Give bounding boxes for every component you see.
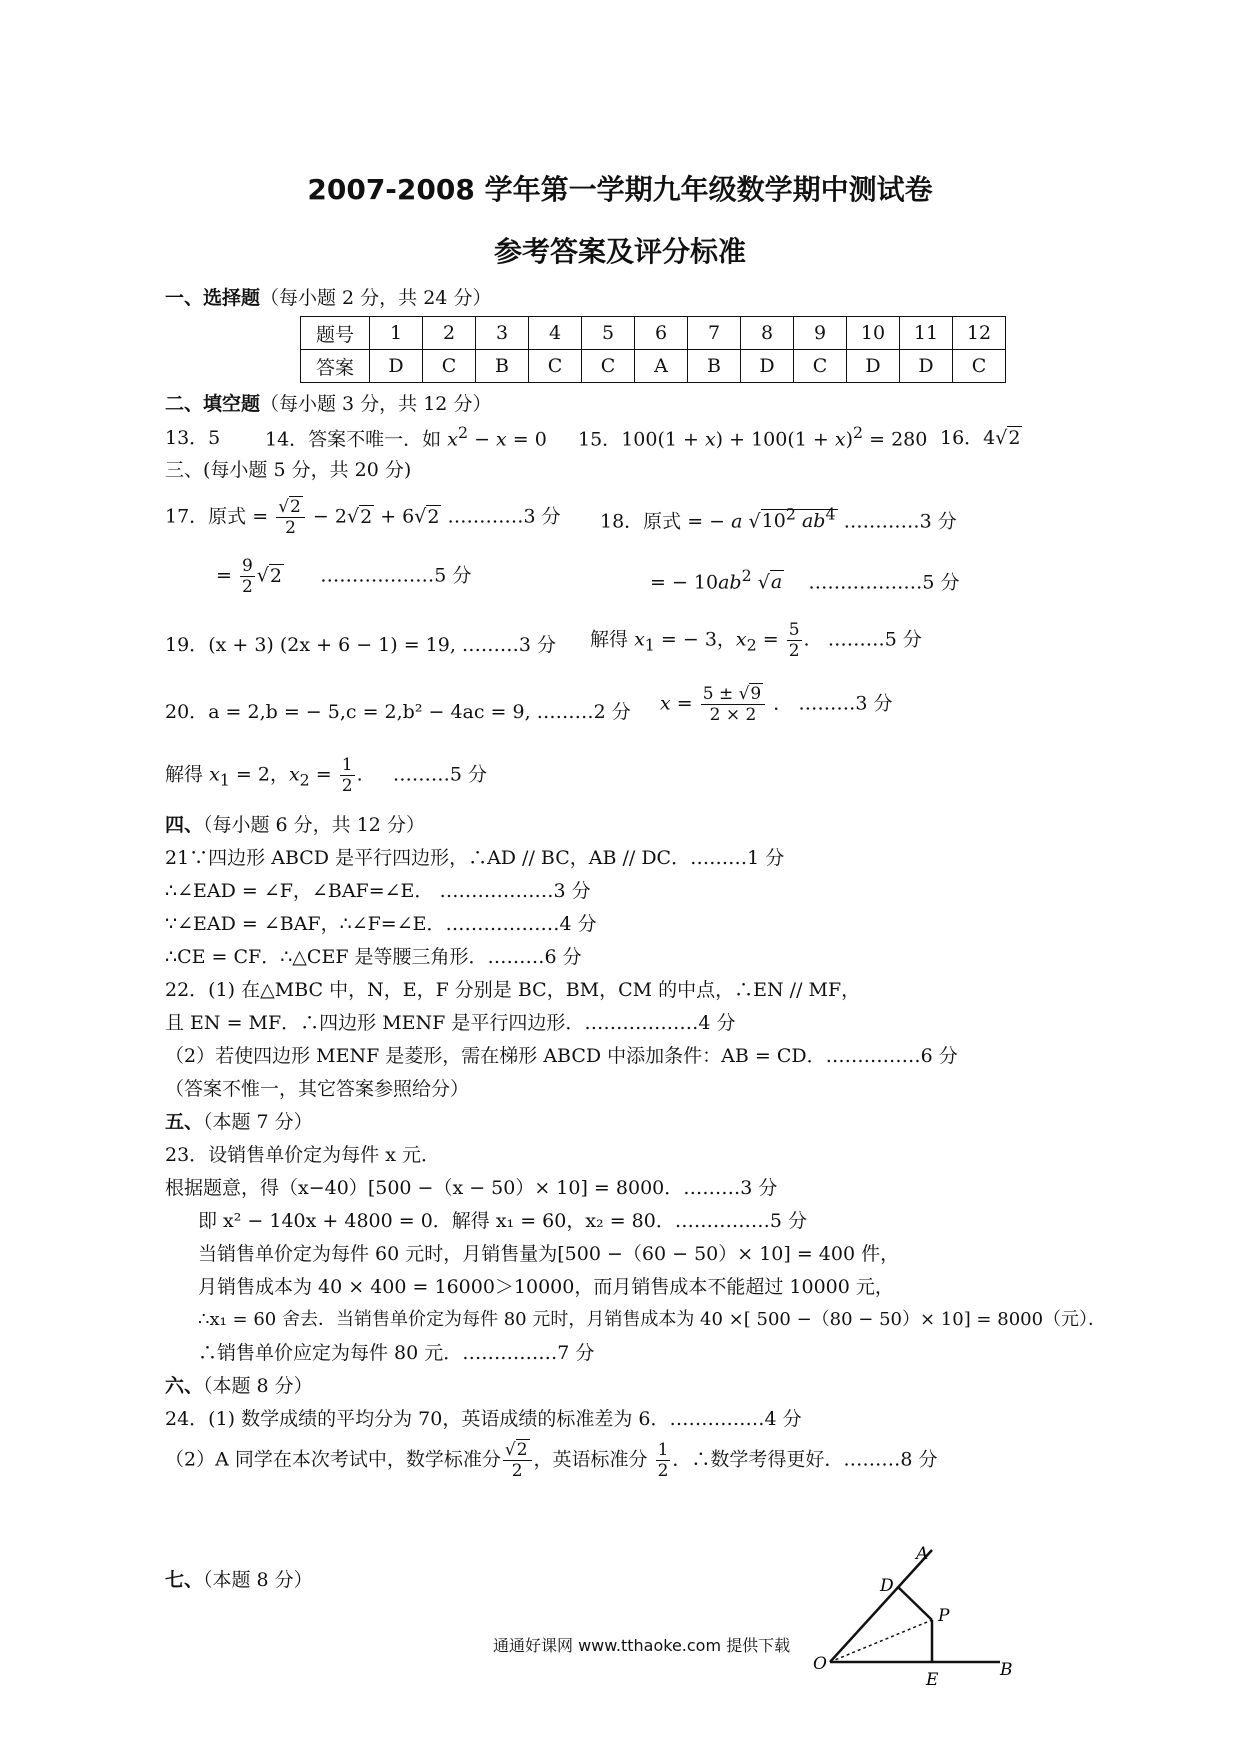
s6-line2-part3: ．∴数学考得更好．………8 分 <box>672 1448 938 1471</box>
section1-heading: 一、选择题 <box>165 287 261 309</box>
answer-table-ans: B <box>688 350 741 383</box>
answer-table-num: 12 <box>953 317 1006 350</box>
s6-line2-part1: （2）A 同学在本次考试中，数学标准分 <box>165 1448 501 1471</box>
fraction: $\frac{5}{2}$ <box>788 620 800 661</box>
answer-table-num: 3 <box>476 317 529 350</box>
answer-table-row-numbers <box>301 317 1006 350</box>
q19-score2: ………5 分 <box>827 628 922 651</box>
answer-table-num: 9 <box>794 317 847 350</box>
fraction: $\frac{√2}{2}$ <box>503 1440 532 1481</box>
q19-score1: ………3 分 <box>461 634 557 656</box>
segment-dp <box>898 1587 932 1620</box>
answer-table-num: 11 <box>900 317 953 350</box>
q14-label: 14．答案不唯一．如 <box>265 428 442 451</box>
s5-line: ∴销售单价应定为每件 80 元．……………7 分 <box>198 1342 595 1364</box>
section6-note: （本题 8 分） <box>203 1375 313 1397</box>
label-d: D <box>880 1576 894 1596</box>
answer-table-ans: D <box>370 350 423 383</box>
answer-table-ans: A <box>635 350 688 383</box>
section7-heading-line <box>165 1565 313 1592</box>
section5-note: （本题 7 分） <box>203 1111 313 1133</box>
answer-table-ans: C <box>794 350 847 383</box>
s4-line: 21∵四边形 ABCD 是平行四边形，∴AD // BC，AB // DC．………1 分 <box>165 847 785 869</box>
s5-line: 当销售单价定为每件 60 元时，月销售量为[500 −（60 − 50）× 10] = 400 件， <box>198 1243 900 1265</box>
s5-line: 即 x² − 140x + 4800 = 0．解得 x₁ = 60，x₂ = 80．……………5 分 <box>198 1210 807 1232</box>
q13: 13．5 <box>165 427 221 449</box>
label-o: O <box>813 1654 827 1674</box>
answer-table-ans: C <box>582 350 635 383</box>
q20-score2: ………3 分 <box>798 692 893 715</box>
geometry-figure <box>810 1545 1030 1695</box>
label-e: E <box>926 1670 939 1690</box>
answer-table-num: 10 <box>847 317 900 350</box>
q14: 14．答案不唯一．如 $x^2 - x = 0$ <box>265 423 547 451</box>
section1-heading-line <box>165 283 491 310</box>
label-p: P <box>938 1606 950 1626</box>
answer-table-ans: C <box>423 350 476 383</box>
s6-line1: 24．(1) 数学成绩的平均分为 70，英语成绩的标准差为 6．……………4 分 <box>165 1408 802 1430</box>
section2-heading: 二、填空题 <box>165 393 261 415</box>
q15: 15．$100(1 + x) + 100(1 + x)^2 = 280$ <box>578 423 928 451</box>
answer-table-row-answers <box>301 350 1006 383</box>
section2-note: （每小题 3 分，共 12 分） <box>260 393 492 415</box>
section5-heading: 五、 <box>165 1111 204 1133</box>
label-a: A <box>916 1545 929 1564</box>
section4-note: （每小题 6 分，共 12 分） <box>203 814 425 836</box>
q18-line2: = − $10ab^2$ √a ………………5 分 <box>650 566 960 594</box>
s4-line: ∴∠EAD = ∠F，∠BAF=∠E． ………………3 分 <box>165 880 591 902</box>
answer-table-ans: D <box>741 350 794 383</box>
section6-heading: 六、 <box>165 1375 204 1397</box>
fraction: $\frac{5 \pm √9}{2 \times 2}$ <box>701 684 766 725</box>
section6-heading-line <box>165 1371 313 1398</box>
s5-line: 23．设销售单价定为每件 x 元． <box>165 1144 440 1166</box>
q17-label: 17．原式 <box>165 505 247 528</box>
q18-label: 18．原式 <box>600 510 682 533</box>
section4-heading-line <box>165 810 425 837</box>
q17-line2: = $\frac{9}{2}$ √2 ………………5 分 <box>216 556 472 597</box>
q19-label: 19． <box>165 634 209 656</box>
answer-table-num: 2 <box>423 317 476 350</box>
q19-sol-label: 解得 <box>590 628 629 651</box>
answer-table-num: 8 <box>741 317 794 350</box>
fraction: $\frac{1}{2}$ <box>657 1440 669 1481</box>
answer-table-ans: D <box>900 350 953 383</box>
q19-solution: 解得 $x_1$ = − 3，$x_2$ = $\frac{5}{2}$ . ………5 分 <box>590 620 922 661</box>
answer-table-num: 5 <box>582 317 635 350</box>
segment-op-dashed <box>830 1620 932 1662</box>
q20-formula: x = $\frac{5 \pm √9}{2 \times 2}$ ． ………3 分 <box>660 684 893 725</box>
page-subtitle: 参考答案及评分标准 <box>493 235 746 268</box>
q16-label: 16．4 <box>940 427 996 449</box>
q20-label: 20． <box>165 701 209 723</box>
section1-note: （每小题 2 分，共 24 分） <box>260 287 492 309</box>
answer-table <box>300 316 1006 383</box>
answer-table-num: 1 <box>370 317 423 350</box>
q18-score2: ………………5 分 <box>808 571 960 594</box>
s6-line2 <box>165 1440 938 1481</box>
s4-line: ∴CE = CF．∴△CEF 是等腰三角形．………6 分 <box>165 946 582 968</box>
q20-score1: ………2 分 <box>536 701 631 723</box>
s4-line: （2）若使四边形 MENF 是菱形，需在梯形 ABCD 中添加条件：AB = CD．……………6 分 <box>165 1045 958 1067</box>
answer-table-num: 7 <box>688 317 741 350</box>
q20-score3: ………5 分 <box>392 763 487 786</box>
q19-line <box>165 630 556 657</box>
s5-line: ∴x₁ = 60 舍去．当销售单价定为每件 80 元时，月销售成本为 40 ×[ 500 −（80 − 50）× 10] = 8000（元）． <box>198 1309 1107 1330</box>
q20-sol-label: 解得 <box>165 763 204 786</box>
section4-heading: 四、 <box>165 814 204 836</box>
s4-line: （答案不惟一，其它答案参照给分） <box>165 1078 470 1100</box>
label-b: B <box>1000 1660 1013 1680</box>
s4-line: 22．(1) 在△MBC 中，N，E，F 分别是 BC，BM，CM 的中点，∴EN // MF， <box>165 979 861 1001</box>
answer-table-ans: D <box>847 350 900 383</box>
q18-score1: …………3 分 <box>843 510 957 533</box>
fraction: $\frac{9}{2}$ <box>241 556 253 597</box>
s4-line: ∵∠EAD = ∠BAF，∴∠F=∠E．………………4 分 <box>165 913 597 935</box>
page-title: 2007-2008 学年第一学期九年级数学期中测试卷 <box>307 173 933 206</box>
answer-table-header-ans: 答案 <box>301 350 370 383</box>
q15-value: = 280 <box>869 428 928 451</box>
answer-table-ans: B <box>476 350 529 383</box>
q15-label: 15． <box>578 428 622 451</box>
q19-equation: (x + 3) (2x + 6 − 1) = 19, <box>208 634 456 656</box>
section2-heading-line <box>165 389 491 416</box>
fraction: $\frac{√2}{2}$ <box>276 497 305 538</box>
fraction: $\frac{1}{2}$ <box>341 755 353 796</box>
q20-solution: 解得 $x_1 = 2$，$x_2$ = $\frac{1}{2}$ . ………5 分 <box>165 755 487 796</box>
q20-equation: a = 2,b = − 5,c = 2,b² − 4ac = 9, <box>208 701 531 723</box>
s5-line: 根据题意，得（x−40）[500 −（x − 50）× 10] = 8000．………3 分 <box>165 1177 778 1199</box>
s6-line2-part2: ，英语标准分 <box>533 1448 648 1471</box>
section7-heading: 七、 <box>165 1569 204 1591</box>
answer-table-ans: C <box>953 350 1006 383</box>
q17-score1: …………3 分 <box>447 505 561 528</box>
s5-line: 月销售成本为 40 × 400 = 16000＞10000，而月销售成本不能超过 10000 元， <box>198 1276 894 1298</box>
q20-line <box>165 697 631 724</box>
q18-line1: 18．原式 = − a $√10^2$ $ab^4$ …………3 分 <box>600 505 957 533</box>
answer-table-num: 4 <box>529 317 582 350</box>
q16: 16．4√2 <box>940 427 1021 449</box>
section7-note: （本题 8 分） <box>203 1569 313 1591</box>
s4-line: 且 EN = MF．∴四边形 MENF 是平行四边形．………………4 分 <box>165 1012 736 1034</box>
q17-score2: ………………5 分 <box>320 564 472 587</box>
q17-line1: 17．原式 = $\frac{√2}{2}$ − 2√2 + 6√2 …………3 分 <box>165 497 561 538</box>
answer-table-num: 6 <box>635 317 688 350</box>
answer-table-header-num: 题号 <box>301 317 370 350</box>
answer-table-ans: C <box>529 350 582 383</box>
footer-text: 通通好课网 www.tthaoke.com 提供下载 <box>493 1636 791 1655</box>
section5-heading-line <box>165 1107 313 1134</box>
section3-heading: 三、(每小题 5 分，共 20 分) <box>165 459 412 481</box>
